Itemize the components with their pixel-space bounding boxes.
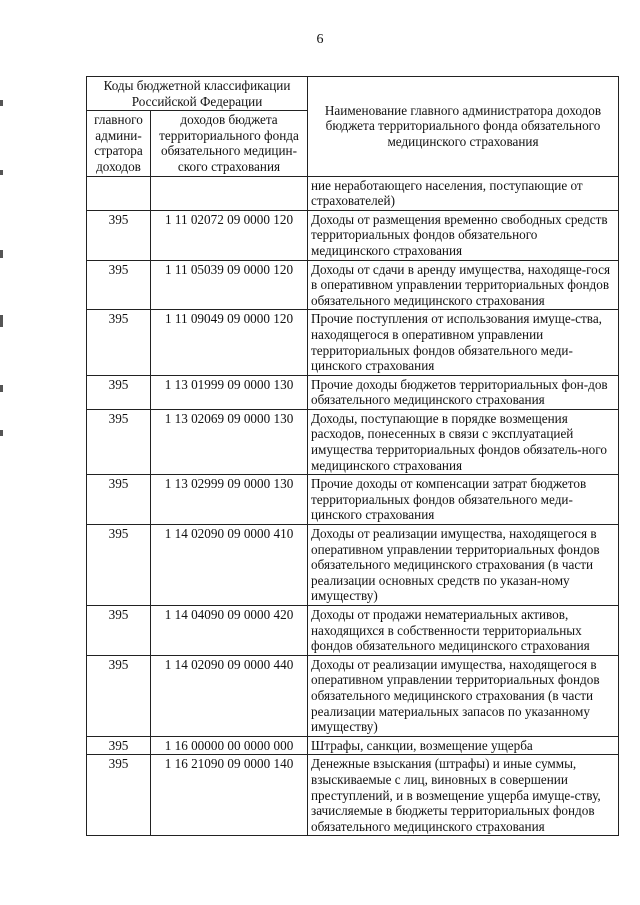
table-row	[87, 525, 619, 606]
income-name-cell: Прочие доходы бюджетов территориальных фон-дов обязательного медицинского страхования	[308, 375, 619, 409]
income-code-cell: 1 16 21090 09 0000 140	[151, 755, 308, 836]
income-name-cell: Доходы от продажи нематериальных активов, находящихся в собственности территориальных фондов обязательного медицинского страхования	[308, 606, 619, 656]
income-code-cell: 1 16 00000 00 0000 000	[151, 736, 308, 755]
income-name-cell: Штрафы, санкции, возмещение ущерба	[308, 736, 619, 755]
income-name-cell: ние неработающего населения, поступающие от страхователей)	[308, 176, 619, 210]
table-row	[87, 475, 619, 525]
income-name-cell: Денежные взыскания (штрафы) и иные суммы, взыскиваемые с лиц, виновных в совершении преступлений, и в возмещение ущерба имуще-ству, зачисляемые в бюджеты территориальных фондов обязательного медицинского страхования	[308, 755, 619, 836]
admin-code-cell: 395	[87, 525, 151, 606]
table-row	[87, 260, 619, 310]
header-col-code: доходов бюджета территориального фонда обязательного медицин-ского страхования	[151, 111, 308, 176]
admin-code-cell: 395	[87, 475, 151, 525]
income-code-cell: 1 11 05039 09 0000 120	[151, 260, 308, 310]
table-row	[87, 409, 619, 474]
table-row	[87, 375, 619, 409]
admin-code-cell: 395	[87, 260, 151, 310]
income-code-cell: 1 14 02090 09 0000 410	[151, 525, 308, 606]
admin-code-cell: 395	[87, 409, 151, 474]
income-code-cell: 1 13 02999 09 0000 130	[151, 475, 308, 525]
table-row	[87, 176, 619, 210]
income-name-cell: Доходы, поступающие в порядке возмещения расходов, понесенных в связи с эксплуатацией имущества территориальных фондов обязатель-ного медицинского страхования	[308, 409, 619, 474]
table-row	[87, 655, 619, 736]
admin-code-cell: 395	[87, 606, 151, 656]
budget-codes-table-container	[86, 76, 618, 836]
table-row	[87, 310, 619, 375]
table-row	[87, 755, 619, 836]
income-code-cell	[151, 176, 308, 210]
page-number: 6	[316, 32, 324, 47]
table-row	[87, 606, 619, 656]
income-name-cell: Доходы от реализации имущества, находящегося в оперативном управлении территориальных фондов обязательного медицинского страхования (в части реализации материальных запасов по указанному имуществу)	[308, 655, 619, 736]
income-code-cell: 1 13 01999 09 0000 130	[151, 375, 308, 409]
budget-codes-table	[86, 76, 619, 836]
table-body	[87, 176, 619, 836]
income-code-cell: 1 14 02090 09 0000 440	[151, 655, 308, 736]
income-name-cell: Прочие поступления от использования имуще-ства, находящегося в оперативном управлении территориальных фондов обязательного меди-цинского страхования	[308, 310, 619, 375]
admin-code-cell: 395	[87, 736, 151, 755]
income-code-cell: 1 11 09049 09 0000 120	[151, 310, 308, 375]
table-row	[87, 210, 619, 260]
income-name-cell: Прочие доходы от компенсации затрат бюджетов территориальных фондов обязательного меди-цинского страхования	[308, 475, 619, 525]
admin-code-cell	[87, 176, 151, 210]
admin-code-cell: 395	[87, 375, 151, 409]
scan-edge-marks	[0, 100, 4, 440]
header-group-title: Коды бюджетной классификации Российской Федерации	[87, 77, 308, 111]
income-name-cell: Доходы от реализации имущества, находящегося в оперативном управлении территориальных фондов обязательного медицинского страхования (в части реализации основных средств по указан-ному имуществу)	[308, 525, 619, 606]
table-row	[87, 736, 619, 755]
admin-code-cell: 395	[87, 655, 151, 736]
income-code-cell: 1 14 04090 09 0000 420	[151, 606, 308, 656]
income-code-cell: 1 13 02069 09 0000 130	[151, 409, 308, 474]
header-col-admin: главного админи-стратора доходов	[87, 111, 151, 176]
income-code-cell: 1 11 02072 09 0000 120	[151, 210, 308, 260]
header-col-name: Наименование главного администратора доходов бюджета территориального фонда обязательного медицинского страхования	[308, 77, 619, 177]
income-name-cell: Доходы от размещения временно свободных средств территориальных фондов обязательного медицинского страхования	[308, 210, 619, 260]
admin-code-cell: 395	[87, 210, 151, 260]
header-row-top	[87, 77, 619, 111]
income-name-cell: Доходы от сдачи в аренду имущества, находяще-гося в оперативном управлении территориальных фондов обязательного медицинского страхования	[308, 260, 619, 310]
admin-code-cell: 395	[87, 310, 151, 375]
admin-code-cell: 395	[87, 755, 151, 836]
